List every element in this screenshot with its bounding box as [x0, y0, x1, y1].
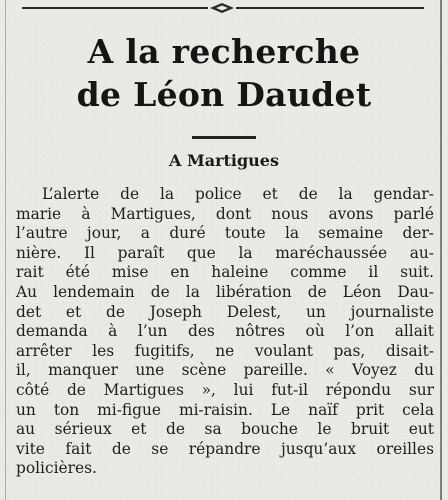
- body-line: det et de Joseph Delest, un journaliste: [16, 302, 434, 321]
- article-body: [16, 185, 434, 479]
- body-line: au sérieux et de sa bouche le bruit eut: [16, 420, 434, 439]
- column-divider-rule: [440, 0, 442, 500]
- body-line: L’alerte de la police et de la gendar-: [42, 185, 434, 203]
- headline-line-2: de Léon Daudet: [76, 75, 372, 114]
- body-line: Au lendemain de la libération de Léon Dau-: [16, 282, 434, 301]
- diamond-ornament-icon: [208, 2, 236, 14]
- body-line: côté de Martigues », lui fut-il répondu sur: [16, 380, 434, 399]
- body-line: nière. Il paraît que la maréchaussée au-: [16, 243, 434, 262]
- body-line: il, manquer une scène pareille. « Voyez du: [16, 361, 434, 380]
- headline-line-1: A la recherche: [87, 32, 361, 71]
- body-line: policières.: [16, 459, 97, 478]
- body-line: rait été mise en haleine comme il suit.: [16, 263, 434, 282]
- headline-separator-rule: [192, 136, 256, 139]
- body-line: marie à Martigues, dont nous avons parlé: [16, 204, 434, 223]
- body-line: demanda à l’un des nôtres où l’on allait: [16, 322, 434, 341]
- body-line: vite fait de se répandre jusqu’aux oreilles: [16, 439, 434, 458]
- left-page-edge: [5, 0, 6, 500]
- body-line: l’autre jour, a duré toute la semaine der-: [16, 224, 434, 243]
- article-subheading: A Martigues: [169, 151, 279, 170]
- body-line: arrêter les fugitifs, ne voulant pas, disait-: [16, 341, 434, 360]
- body-line: un ton mi-figue mi-raisin. Le naïf prit cela: [16, 400, 434, 419]
- article-headline: [20, 30, 428, 116]
